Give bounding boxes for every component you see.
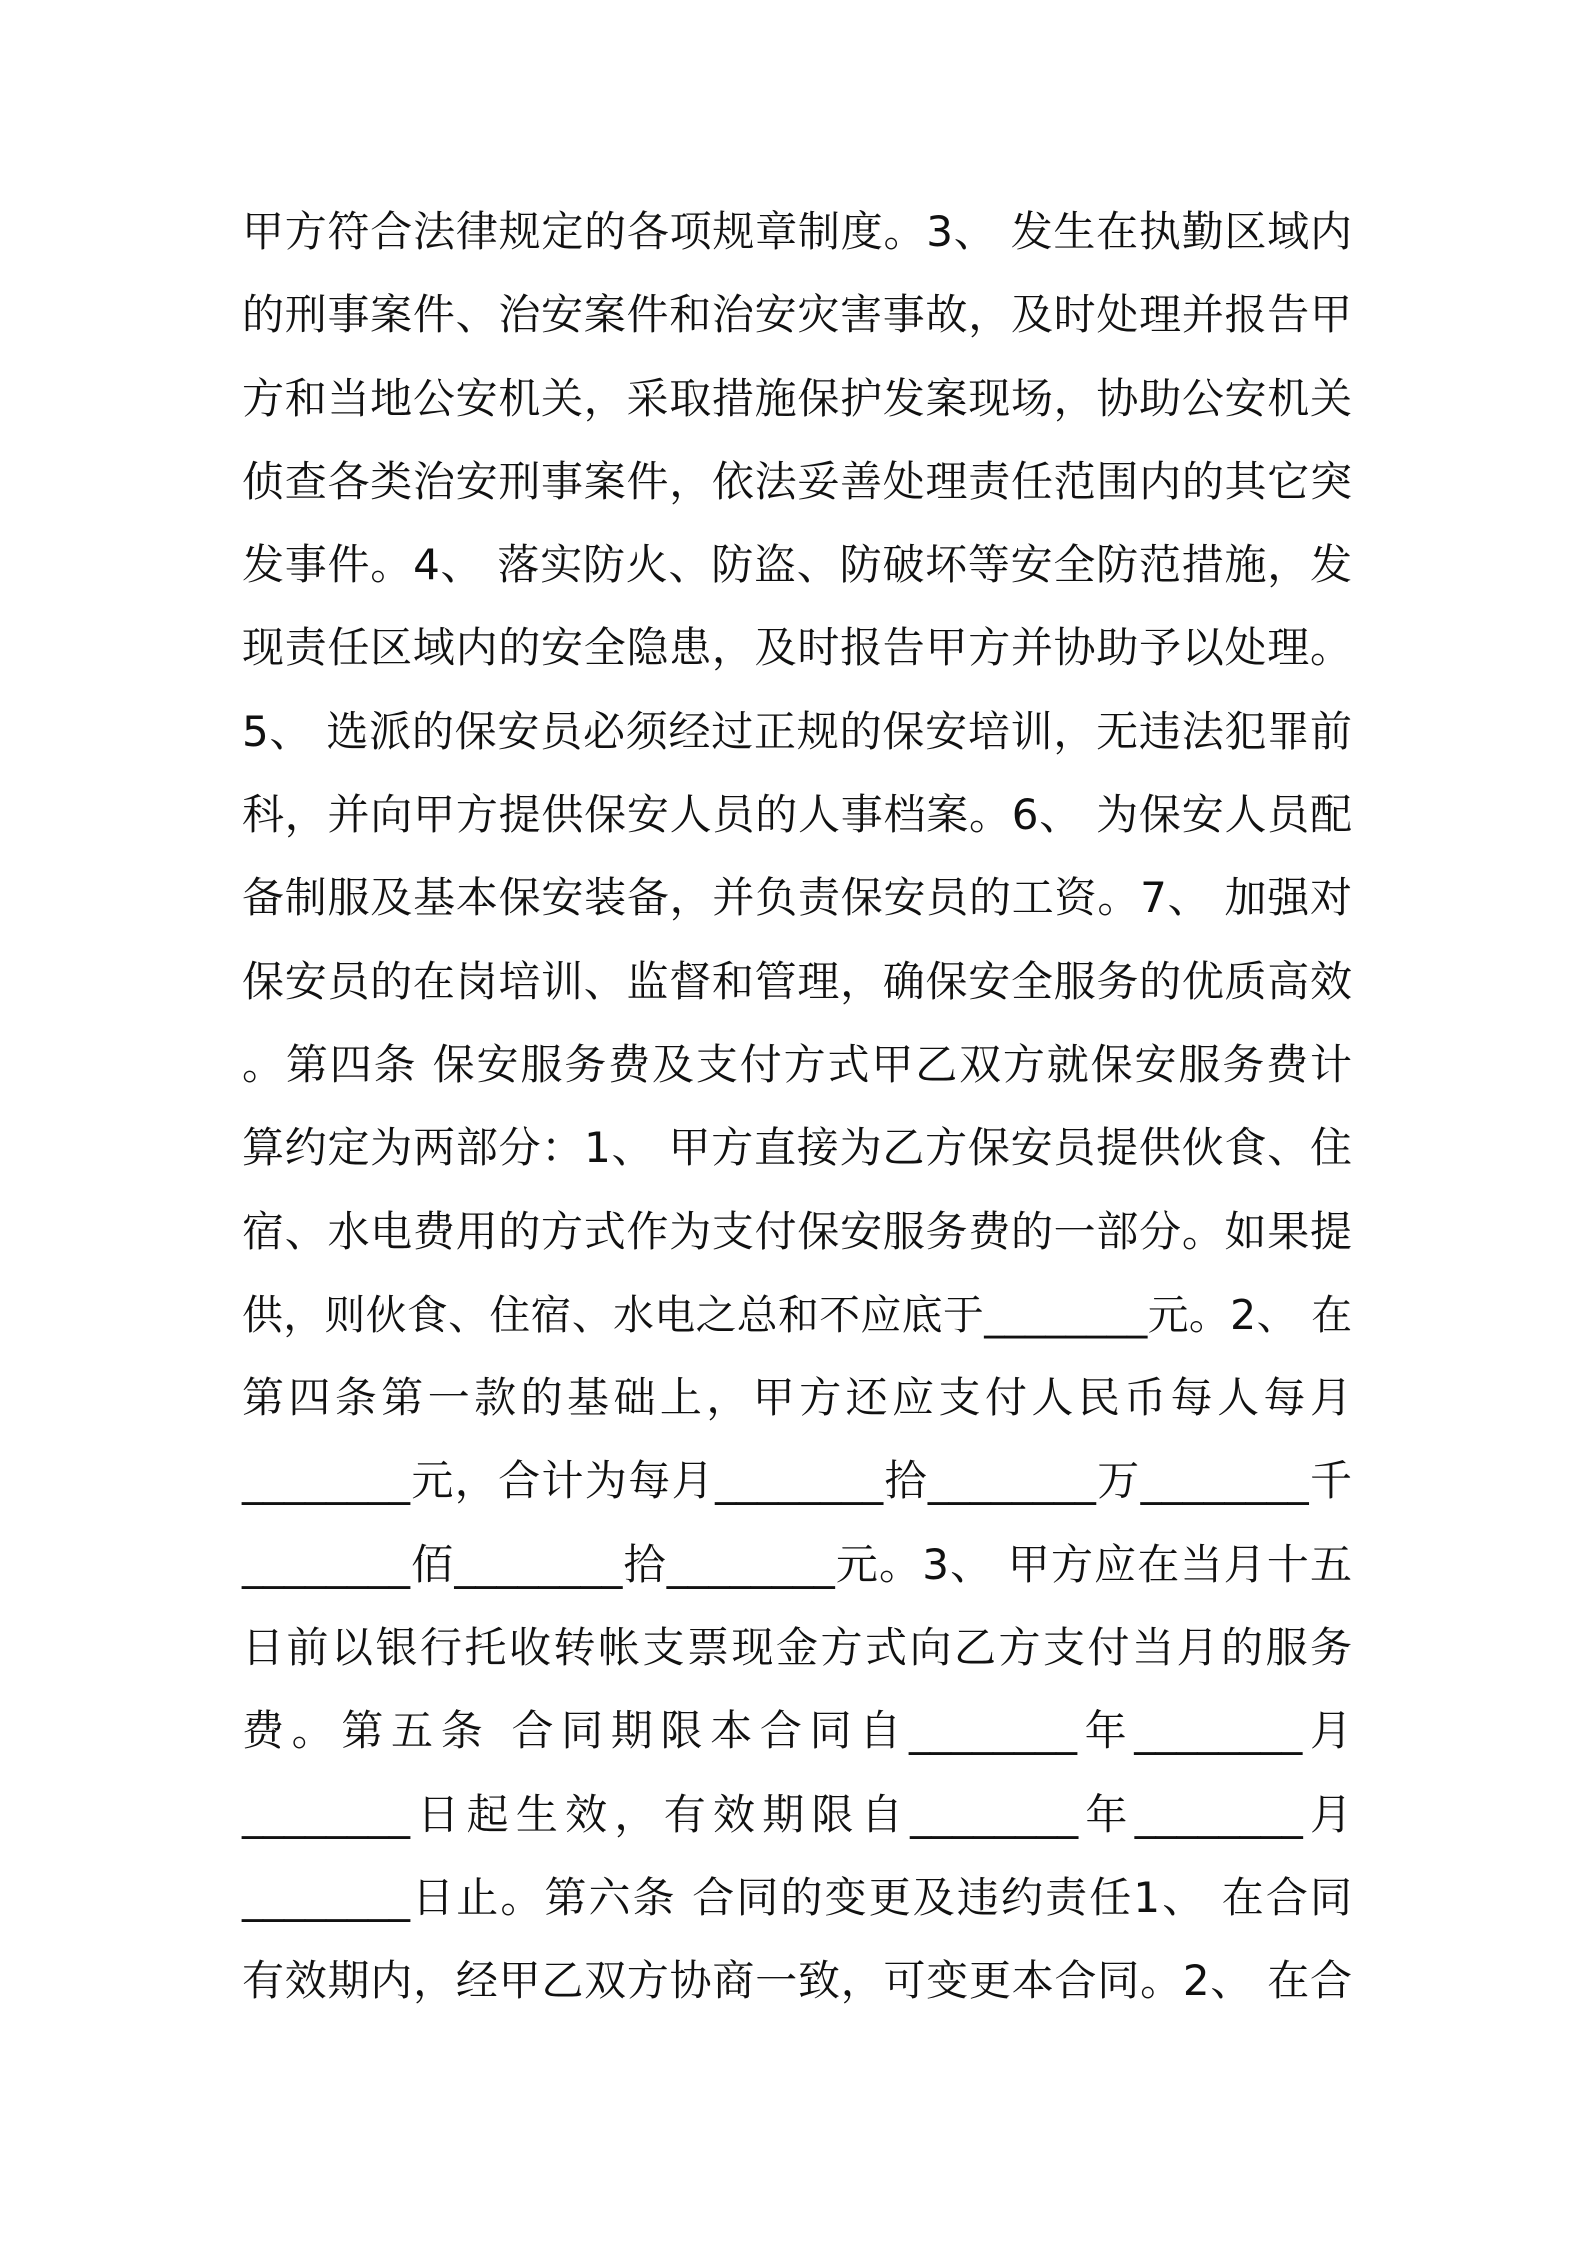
text-line: ________元，合计为每月________拾________万________千: [242, 1456, 1352, 1506]
text-line: 。第四条 保安服务费及支付方式甲乙双方就保安服务费计: [242, 1039, 1352, 1089]
text-line: ________日止。第六条 合同的变更及违约责任1、 在合同: [242, 1872, 1352, 1922]
text-line: ________日起生效，有效期限自________年________月: [242, 1789, 1352, 1839]
text-line: 的刑事案件、治安案件和治安灾害事故，及时处理并报告甲: [242, 290, 1352, 340]
text-line: 方和当地公安机关，采取措施保护发案现场，协助公安机关: [242, 373, 1352, 423]
text-line: 现责任区域内的安全隐患，及时报告甲方并协助予以处理。: [242, 623, 1352, 673]
text-line: 5、 选派的保安员必须经过正规的保安培训，无违法犯罪前: [242, 706, 1352, 756]
text-line: 算约定为两部分：1、 甲方直接为乙方保安员提供伙食、住: [242, 1123, 1352, 1173]
text-line: 费。第五条 合同期限本合同自________年________月: [242, 1706, 1352, 1756]
text-line: 备制服及基本保安装备，并负责保安员的工资。7、 加强对: [242, 873, 1352, 923]
text-line: 第四条第一款的基础上，甲方还应支付人民币每人每月: [242, 1373, 1352, 1423]
text-line: 侦查各类治安刑事案件，依法妥善处理责任范围内的其它突: [242, 456, 1352, 506]
contract-body-text: [242, 197, 1352, 2030]
text-line: 供，则伙食、住宿、水电之总和不应底于________元。2、 在: [242, 1290, 1352, 1339]
text-line: 保安员的在岗培训、监督和管理，确保安全服务的优质高效: [242, 956, 1352, 1006]
text-line: ________佰________拾________元。3、 甲方应在当月十五: [242, 1539, 1352, 1589]
text-line: 发事件。4、 落实防火、防盗、防破坏等安全防范措施，发: [242, 540, 1352, 590]
text-line: 有效期内，经甲乙双方协商一致，可变更本合同。2、 在合: [242, 1956, 1352, 2006]
text-line: 科，并向甲方提供保安人员的人事档案。6、 为保安人员配: [242, 790, 1352, 840]
text-line: 甲方符合法律规定的各项规章制度。3、 发生在执勤区域内: [242, 207, 1352, 256]
text-line: 日前以银行托收转帐支票现金方式向乙方支付当月的服务: [242, 1623, 1352, 1673]
text-line: 宿、水电费用的方式作为支付保安服务费的一部分。如果提: [242, 1206, 1352, 1256]
